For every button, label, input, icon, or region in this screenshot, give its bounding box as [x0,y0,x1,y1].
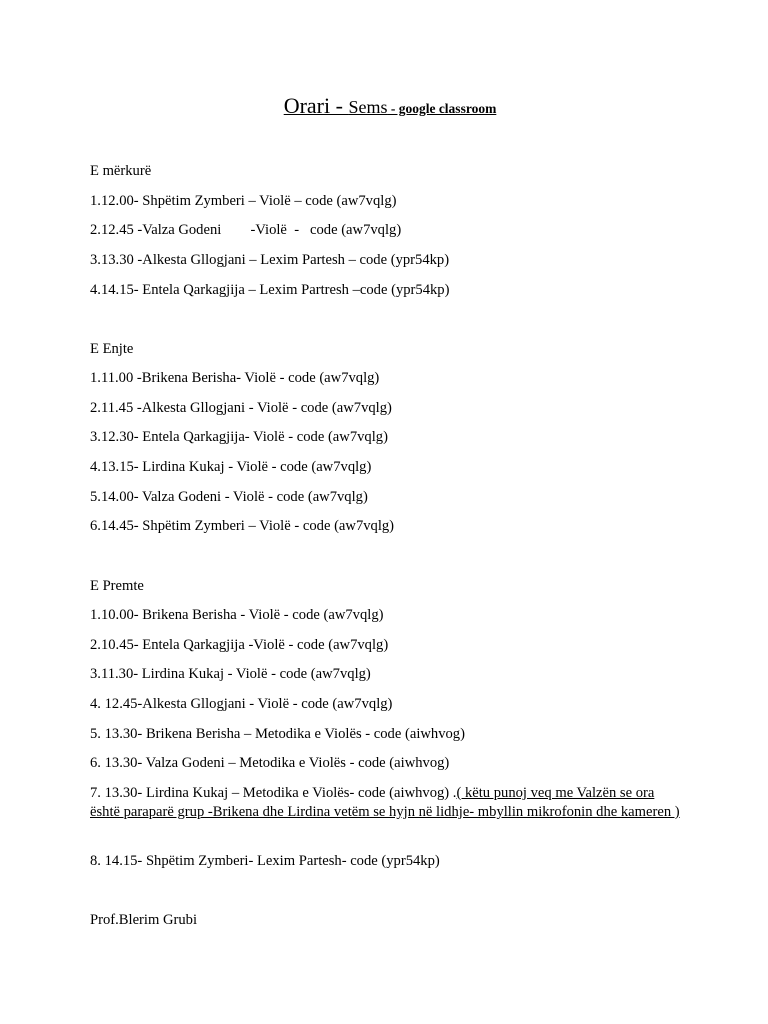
document-page [90,0,690,1024]
day-heading-friday: E Premte [90,578,144,594]
schedule-line-with-note [90,784,685,822]
title-platform: - google classroom [387,101,497,116]
schedule-line: 5. 13.30- Brikena Berisha – Metodika e Violës - code (aiwhvog) [90,726,465,742]
schedule-line: 1.12.00- Shpëtim Zymberi – Violë – code (aw7vqlg) [90,193,397,209]
schedule-line: 4.14.15- Entela Qarkagjija – Lexim Partresh –code (ypr54kp) [90,282,450,298]
schedule-line: 3.13.30 -Alkesta Gllogjani – Lexim Partesh – code (ypr54kp) [90,252,450,268]
schedule-line: 5.14.00- Valza Godeni - Violë - code (aw7vqlg) [90,489,368,505]
day-heading-thursday: E Enjte [90,341,134,357]
schedule-line: 6.14.45- Shpëtim Zymberi – Violë - code (aw7vqlg) [90,518,395,534]
schedule-line: 6. 13.30- Valza Godeni – Metodika e Violës - code (aiwhvog) [90,755,450,771]
signature: Prof.Blerim Grubi [90,912,198,928]
schedule-line: 4.13.15- Lirdina Kukaj - Violë - code (aw7vqlg) [90,459,372,475]
schedule-note: ( këtu punoj veq me Valzën se ora është paraparë grup -Brikena dhe Lirdina vetëm se hyjn në lidhje- mbyllin mikrofonin dhe kameren ) [90,785,680,820]
schedule-line: 8. 14.15- Shpëtim Zymberi- Lexim Partesh- code (ypr54kp) [90,853,440,869]
title-main: Orari - [283,93,349,118]
schedule-line: 2.10.45- Entela Qarkagjija -Violë - code (aw7vqlg) [90,637,389,653]
title-sems: Sems [348,97,388,117]
schedule-line: 1.11.00 -Brikena Berisha- Violë - code (aw7vqlg) [90,370,380,386]
schedule-line: 4. 12.45-Alkesta Gllogjani - Violë - code (aw7vqlg) [90,696,393,712]
document-title [90,93,690,119]
schedule-line: 2.12.45 -Valza Godeni -Violë - code (aw7vqlg) [90,222,402,238]
schedule-line: 3.12.30- Entela Qarkagjija- Violë - code (aw7vqlg) [90,429,388,445]
schedule-line: 3.11.30- Lirdina Kukaj - Violë - code (aw7vqlg) [90,666,371,682]
schedule-line-text: 7. 13.30- Lirdina Kukaj – Metodika e Violës- code (aiwhvog) . [90,785,457,801]
schedule-line: 1.10.00- Brikena Berisha - Violë - code (aw7vqlg) [90,607,384,623]
schedule-line: 2.11.45 -Alkesta Gllogjani - Violë - code (aw7vqlg) [90,400,392,416]
day-heading-wednesday: E mërkurë [90,163,152,179]
